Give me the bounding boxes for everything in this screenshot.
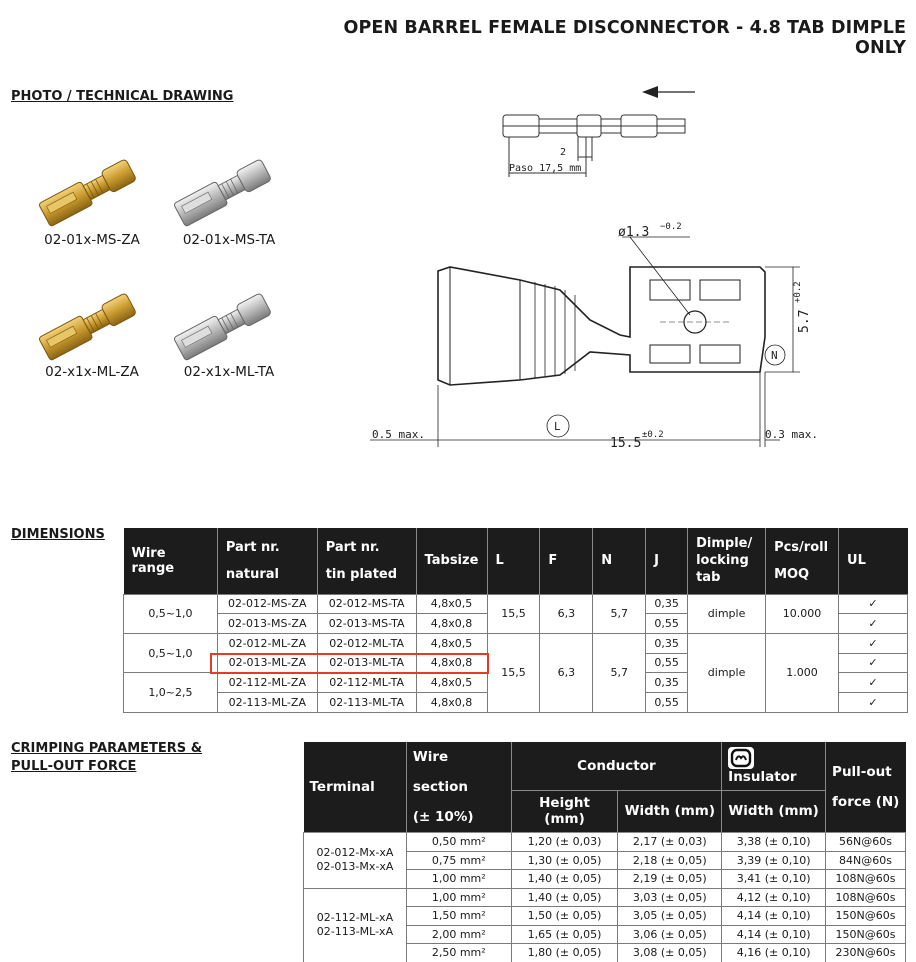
highlighted-row-box xyxy=(210,653,489,674)
width-cell: 3,06 (± 0,05) xyxy=(618,925,722,944)
width-cell: 3,05 (± 0,05) xyxy=(618,907,722,926)
part-tin-cell: 02-113-ML-TA xyxy=(317,692,416,712)
table-row xyxy=(304,888,906,907)
width-cell: 2,19 (± 0,05) xyxy=(618,870,722,889)
page-title: OPEN BARREL FEMALE DISCONNECTOR - 4.8 TAB DIMPLE ONLY xyxy=(343,18,906,58)
insulator-icon xyxy=(728,747,754,769)
terminal-cell: 02-012-Mx-xA 02-013-Mx-xA xyxy=(304,833,407,889)
header-tabsize: Tabsize xyxy=(416,528,487,594)
moq-cell: 10.000 xyxy=(766,594,839,633)
insulator-width-cell: 3,41 (± 0,10) xyxy=(722,870,826,889)
n-marker: N xyxy=(771,349,778,362)
part-natural-cell: 02-012-ML-ZA xyxy=(217,633,317,653)
part-natural-cell: 02-013-MS-ZA xyxy=(217,614,317,634)
terminal-outline xyxy=(438,267,765,385)
wire-range-cell: 1,0~2,5 xyxy=(124,673,218,712)
force-cell: 84N@60s xyxy=(826,851,906,870)
wire-range-cell: 0,5~1,0 xyxy=(124,594,218,633)
ul-check-icon: ✓ xyxy=(839,692,908,712)
part-tin-cell: 02-012-ML-TA xyxy=(317,633,416,653)
hole-tolerance: −0.2 xyxy=(660,222,682,232)
section-cell: 1,00 mm² xyxy=(406,870,511,889)
header-height: Height (mm) xyxy=(511,790,618,832)
feed-direction-arrow xyxy=(642,86,695,98)
ul-check-icon: ✓ xyxy=(839,653,908,673)
photo-caption: 02-x1x-ML-ZA xyxy=(45,364,139,380)
terminal-photo-tin-ml xyxy=(165,282,285,367)
terminal-photo-gold-ms xyxy=(30,148,150,233)
insulator-width-cell: 3,38 (± 0,10) xyxy=(722,833,826,852)
f-cell: 6,3 xyxy=(540,594,593,633)
section-cell: 0,75 mm² xyxy=(406,851,511,870)
dimensions-table xyxy=(123,528,908,713)
header-conductor: Conductor xyxy=(511,742,722,790)
dimensions-section-heading: DIMENSIONS xyxy=(11,527,105,542)
header-part-tin: Part nr. tin plated xyxy=(317,528,416,594)
width-cell: 3,08 (± 0,05) xyxy=(618,944,722,962)
terminal-photo-gold-ml xyxy=(30,282,150,367)
width-cell: 3,03 (± 0,05) xyxy=(618,888,722,907)
dimple-cell: dimple xyxy=(688,633,766,712)
insulator-width-cell: 3,39 (± 0,10) xyxy=(722,851,826,870)
table-row xyxy=(124,594,908,614)
height-cell: 1,40 (± 0,05) xyxy=(511,870,618,889)
j-cell: 0,55 xyxy=(646,692,688,712)
left-max-label: 0.5 max. xyxy=(372,428,425,441)
hole-label: ø1.3 xyxy=(618,225,650,240)
table-row xyxy=(124,633,908,653)
dimension-lines xyxy=(370,237,800,447)
header-insulator-width: Width (mm) xyxy=(722,790,826,832)
force-cell: 108N@60s xyxy=(826,870,906,889)
table-row xyxy=(304,833,906,852)
height-cell: 1,65 (± 0,05) xyxy=(511,925,618,944)
header-wire-section: Wire section (± 10%) xyxy=(406,742,511,833)
part-tin-cell: 02-112-ML-TA xyxy=(317,673,416,693)
height-cell: 1,40 (± 0,05) xyxy=(511,888,618,907)
n-cell: 5,7 xyxy=(593,633,646,712)
section-cell: 2,00 mm² xyxy=(406,925,511,944)
height-label: 5.7 xyxy=(797,309,812,333)
ul-check-icon: ✓ xyxy=(839,594,908,614)
crimping-section-heading-2: PULL-OUT FORCE xyxy=(11,759,137,774)
photo-section-heading: PHOTO / TECHNICAL DRAWING xyxy=(11,89,234,104)
part-natural-cell: 02-013-ML-ZA xyxy=(217,653,317,673)
section-cell: 2,50 mm² xyxy=(406,944,511,962)
tabsize-cell: 4,8x0,5 xyxy=(416,594,487,614)
l-marker: L xyxy=(554,420,561,433)
wire-range-cell: 0,5~1,0 xyxy=(124,633,218,672)
height-tolerance: +0.2 xyxy=(793,281,803,303)
force-cell: 150N@60s xyxy=(826,925,906,944)
insulator-width-cell: 4,12 (± 0,10) xyxy=(722,888,826,907)
l-cell: 15,5 xyxy=(487,594,540,633)
gap-label: 2 xyxy=(560,147,567,158)
part-natural-cell: 02-112-ML-ZA xyxy=(217,673,317,693)
terminal-cell: 02-112-ML-xA 02-113-ML-xA xyxy=(304,888,407,962)
photo-caption: 02-x1x-ML-TA xyxy=(183,364,275,380)
right-max-label: 0.3 max. xyxy=(765,428,818,441)
ul-check-icon: ✓ xyxy=(839,673,908,693)
length-tolerance: ±0.2 xyxy=(642,430,664,440)
header-n: N xyxy=(593,528,646,594)
ul-check-icon: ✓ xyxy=(839,614,908,634)
width-cell: 2,17 (± 0,03) xyxy=(618,833,722,852)
tabsize-cell: 4,8x0,8 xyxy=(416,614,487,634)
crimping-table xyxy=(303,742,906,962)
j-cell: 0,55 xyxy=(646,614,688,634)
j-cell: 0,35 xyxy=(646,673,688,693)
j-cell: 0,35 xyxy=(646,594,688,614)
width-cell: 2,18 (± 0,05) xyxy=(618,851,722,870)
j-cell: 0,55 xyxy=(646,653,688,673)
height-cell: 1,20 (± 0,03) xyxy=(511,833,618,852)
moq-cell: 1.000 xyxy=(766,633,839,712)
part-tin-cell: 02-013-ML-TA xyxy=(317,653,416,673)
insulator-width-cell: 4,16 (± 0,10) xyxy=(722,944,826,962)
force-cell: 150N@60s xyxy=(826,907,906,926)
technical-drawing xyxy=(360,75,910,465)
header-l: L xyxy=(487,528,540,594)
force-cell: 56N@60s xyxy=(826,833,906,852)
insulator-width-cell: 4,14 (± 0,10) xyxy=(722,907,826,926)
pitch-label: Paso 17,5 mm xyxy=(509,163,582,174)
crimping-section-heading-1: CRIMPING PARAMETERS & xyxy=(11,741,203,756)
length-label: 15.5 xyxy=(610,436,642,451)
header-part-natural: Part nr. natural xyxy=(217,528,317,594)
photo-caption: 02-01x-MS-ZA xyxy=(44,232,140,248)
header-dimple: Dimple/ locking tab xyxy=(688,528,766,594)
j-cell: 0,35 xyxy=(646,633,688,653)
ul-check-icon: ✓ xyxy=(839,633,908,653)
header-f: F xyxy=(540,528,593,594)
section-cell: 1,00 mm² xyxy=(406,888,511,907)
l-cell: 15,5 xyxy=(487,633,540,712)
dimple-cell: dimple xyxy=(688,594,766,633)
part-tin-cell: 02-012-MS-TA xyxy=(317,594,416,614)
n-cell: 5,7 xyxy=(593,594,646,633)
part-natural-cell: 02-012-MS-ZA xyxy=(217,594,317,614)
header-pullout: Pull-out force (N) xyxy=(826,742,906,833)
f-cell: 6,3 xyxy=(540,633,593,712)
section-cell: 1,50 mm² xyxy=(406,907,511,926)
photo-caption: 02-01x-MS-TA xyxy=(182,232,276,248)
header-ul: UL xyxy=(839,528,908,594)
height-cell: 1,30 (± 0,05) xyxy=(511,851,618,870)
header-insulator: Insulator xyxy=(722,742,826,790)
header-width: Width (mm) xyxy=(618,790,722,832)
tabsize-cell: 4,8x0,8 xyxy=(416,653,487,673)
terminal-photo-tin-ms xyxy=(165,148,285,233)
header-pcs-moq: Pcs/roll MOQ xyxy=(766,528,839,594)
part-tin-cell: 02-013-MS-TA xyxy=(317,614,416,634)
section-cell: 0,50 mm² xyxy=(406,833,511,852)
tabsize-cell: 4,8x0,8 xyxy=(416,692,487,712)
header-terminal: Terminal xyxy=(304,742,407,833)
tabsize-cell: 4,8x0,5 xyxy=(416,673,487,693)
height-cell: 1,80 (± 0,05) xyxy=(511,944,618,962)
tabsize-cell: 4,8x0,5 xyxy=(416,633,487,653)
force-cell: 108N@60s xyxy=(826,888,906,907)
header-j: J xyxy=(646,528,688,594)
header-wire-range: Wire range xyxy=(124,528,218,594)
height-cell: 1,50 (± 0,05) xyxy=(511,907,618,926)
force-cell: 230N@60s xyxy=(826,944,906,962)
insulator-width-cell: 4,14 (± 0,10) xyxy=(722,925,826,944)
part-natural-cell: 02-113-ML-ZA xyxy=(217,692,317,712)
